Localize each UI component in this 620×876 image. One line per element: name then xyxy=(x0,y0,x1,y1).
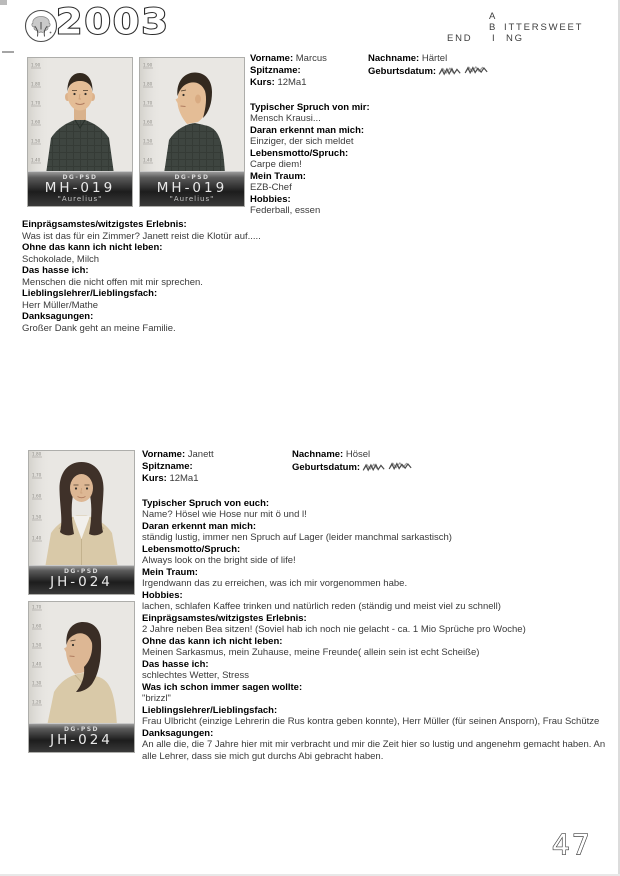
question: Das hasse ich: xyxy=(142,658,209,670)
answer: Einziger, der sich meldet xyxy=(250,136,354,147)
answer: Herr Müller/Mathe xyxy=(22,299,99,311)
field-label: Geburtsdatum: xyxy=(368,65,437,77)
svg-text:1.60: 1.60 xyxy=(32,493,42,499)
personal-info-grid xyxy=(250,53,616,89)
svg-text:1.90: 1.90 xyxy=(31,62,41,68)
agency-code: DG-PSD xyxy=(63,568,100,575)
qa-item xyxy=(250,194,616,217)
question: Typischer Spruch von euch: xyxy=(142,497,270,509)
question: Lieblingslehrer/Lieblingsfach: xyxy=(142,704,278,716)
mugshot-label-board xyxy=(29,565,134,594)
profile-marcus-wide-qa xyxy=(22,219,610,334)
field-value: Härtel xyxy=(421,53,448,64)
question: Hobbies: xyxy=(250,193,291,205)
qa-item xyxy=(22,288,610,311)
qa-item xyxy=(142,705,620,728)
svg-text:1.70: 1.70 xyxy=(143,100,153,106)
qa-item xyxy=(250,102,616,125)
question: Danksagungen: xyxy=(22,311,94,322)
svg-text:1.40: 1.40 xyxy=(143,157,153,163)
field-value: Hösel xyxy=(345,449,371,460)
question: Mein Traum: xyxy=(142,566,198,578)
scan-artifact xyxy=(0,0,7,5)
answer: Name? Hösel wie Hose nur mit ö und l! xyxy=(142,509,307,520)
qa-item xyxy=(142,613,620,636)
qa-item xyxy=(250,125,616,148)
qa-item xyxy=(142,567,620,590)
year-title: 2003 xyxy=(56,1,170,42)
field-label: Nachname: xyxy=(292,449,344,460)
svg-text:1.90: 1.90 xyxy=(143,62,153,68)
svg-text:1.50: 1.50 xyxy=(32,514,42,520)
question: Daran erkennt man mich: xyxy=(142,520,257,532)
field-label: Spitzname: xyxy=(250,64,301,76)
tagline-letter-b: B xyxy=(489,22,498,33)
field-label: Nachname: xyxy=(368,53,420,64)
answer: 2 Jahre neben Bea sitzen! (Soviel hab ich noch nie gelacht - ca. 1 Mio Sprüche pro Woche) xyxy=(142,624,526,635)
profile-janett-info xyxy=(142,449,620,762)
svg-text:1.40: 1.40 xyxy=(31,157,41,163)
qa-item xyxy=(142,521,620,544)
answer: schlechtes Wetter, Stress xyxy=(142,670,250,681)
answer: EZB-Chef xyxy=(250,182,292,193)
mugshot-label-board xyxy=(28,171,132,206)
question: Ohne das kann ich nicht leben: xyxy=(142,635,283,647)
redacted-scribble-icon xyxy=(362,461,416,472)
mugshot-marcus-front xyxy=(27,57,133,207)
field-value: 12Ma1 xyxy=(277,77,307,88)
page-number: 47 xyxy=(552,828,592,861)
question: Danksagungen: xyxy=(142,727,214,739)
svg-text:1.50: 1.50 xyxy=(32,642,42,648)
qa-item xyxy=(142,498,620,521)
tagline-ng: NG xyxy=(506,33,524,44)
question: Hobbies: xyxy=(142,589,183,601)
mugshot-marcus-side xyxy=(139,57,245,207)
answer: ständig lustig, immer nen Spruch auf Lager (leider manchmal sarkastisch) xyxy=(142,532,452,543)
personal-info-grid xyxy=(142,449,620,485)
svg-text:1.50: 1.50 xyxy=(31,138,41,144)
answer: Mensch Krausi... xyxy=(250,113,321,124)
nickname: "Aurelius" xyxy=(169,195,215,203)
profile-marcus-info xyxy=(250,53,616,217)
answer: Was ist das für ein Zimmer? Janett reist die Klotür auf..... xyxy=(22,230,261,242)
qa-item xyxy=(142,544,620,567)
qa-item xyxy=(22,265,610,288)
answer: Always look on the bright side of life! xyxy=(142,555,296,566)
answer: Federball, essen xyxy=(250,205,321,216)
svg-text:1.70: 1.70 xyxy=(32,604,42,610)
svg-text:1.40: 1.40 xyxy=(32,661,42,667)
qa-item xyxy=(142,682,620,705)
mugshot-marcus-front-figure xyxy=(28,58,132,174)
tagline-end: END xyxy=(447,33,473,44)
question: Mein Traum: xyxy=(250,170,306,182)
field-label: Spitzname: xyxy=(142,460,193,472)
svg-text:1.60: 1.60 xyxy=(32,623,42,629)
field-value: Marcus xyxy=(295,53,327,64)
answer: An alle die, die 7 Jahre hier mit mir verbracht und mir die Zeit hier so lustig und angenehm gemacht haben. An alle Lehrer, dass sie mich gut durchs Abi gebracht haben. xyxy=(142,739,606,762)
tagline-bittersweet: ITTERSWEET xyxy=(504,22,584,33)
svg-text:1.20: 1.20 xyxy=(32,699,42,705)
qa-list xyxy=(250,102,616,217)
nickname: "Aurelius" xyxy=(57,195,103,203)
question: Typischer Spruch von mir: xyxy=(250,101,370,113)
qa-item xyxy=(250,148,616,171)
qa-item xyxy=(142,659,620,682)
field-label: Geburtsdatum: xyxy=(292,461,361,473)
svg-text:1.70: 1.70 xyxy=(32,472,42,478)
question: Lebensmotto/Spruch: xyxy=(142,543,241,555)
svg-text:1.30: 1.30 xyxy=(32,680,42,686)
question: Was ich schon immer sagen wollte: xyxy=(142,681,303,693)
mugshot-janett-front-figure xyxy=(29,451,134,568)
answer: Schokolade, Milch xyxy=(22,253,100,265)
svg-text:1.50: 1.50 xyxy=(143,138,153,144)
question: Einprägsamstes/witzigstes Erlebnis: xyxy=(22,219,187,230)
field-label: Vorname: xyxy=(142,449,186,460)
question: Einprägsamstes/witzigstes Erlebnis: xyxy=(142,612,307,624)
prisoner-code: MH-019 xyxy=(44,180,116,196)
answer: Frau Ulbricht (einzige Lehrerin die Rus kontra geben konnte), Herr Müller (für seinen Ansporn), Frau Schütze xyxy=(142,716,600,727)
question: Lieblingslehrer/Lieblingsfach: xyxy=(22,288,158,299)
mugshot-marcus-side-figure xyxy=(140,58,244,174)
qa-item xyxy=(142,728,620,763)
svg-text:1.80: 1.80 xyxy=(143,81,153,87)
qa-item xyxy=(22,219,610,242)
qa-item xyxy=(22,311,610,334)
qa-item xyxy=(142,636,620,659)
scan-artifact xyxy=(2,51,14,53)
tagline-letter-i: I xyxy=(492,33,497,44)
svg-text:1.80: 1.80 xyxy=(32,451,42,457)
answer: lachen, schlafen Kaffee trinken und natürlich reden (ständig und meist viel zu schnell) xyxy=(142,601,501,612)
question: Ohne das kann ich nicht leben: xyxy=(22,242,163,253)
field-label: Kurs: xyxy=(250,77,275,88)
svg-text:1.80: 1.80 xyxy=(31,81,41,87)
qa-item xyxy=(142,590,620,613)
answer: Großer Dank geht an meine Familie. xyxy=(22,322,176,334)
field-label: Vorname: xyxy=(250,53,294,64)
prisoner-code: JH-024 xyxy=(50,732,113,748)
answer: "brizzl" xyxy=(142,693,171,704)
qa-item xyxy=(22,242,610,265)
field-label: Kurs: xyxy=(142,473,167,484)
tagline-letter-a: A xyxy=(489,11,498,22)
question: Das hasse ich: xyxy=(22,265,89,276)
svg-text:1.60: 1.60 xyxy=(31,119,41,125)
answer: Irgendwann das zu erreichen, was ich mir vorgenommen habe. xyxy=(142,578,408,589)
prisoner-code: JH-024 xyxy=(50,574,113,590)
qa-list xyxy=(142,498,620,763)
svg-text:1.70: 1.70 xyxy=(31,100,41,106)
field-value: Janett xyxy=(187,449,214,460)
mugshot-janett-front xyxy=(28,450,135,595)
prisoner-code: MH-019 xyxy=(156,180,228,196)
answer: Menschen die nicht offen mit mir sprechen. xyxy=(22,276,203,288)
svg-text:1.60: 1.60 xyxy=(143,119,153,125)
answer: Carpe diem! xyxy=(250,159,302,170)
mugshot-janett-side-figure xyxy=(29,602,134,726)
mugshot-janett-side xyxy=(28,601,135,753)
mugshot-label-board xyxy=(29,723,134,752)
answer: Meinen Sarkasmus, mein Zuhause, meine Freunde( allein sein ist echt Scheiße) xyxy=(142,647,480,658)
tree-logo-icon xyxy=(23,8,59,44)
svg-text:1.40: 1.40 xyxy=(32,535,42,541)
mugshot-label-board xyxy=(140,171,244,206)
agency-code: DG-PSD xyxy=(62,174,98,181)
question: Lebensmotto/Spruch: xyxy=(250,147,349,159)
question: Daran erkennt man mich: xyxy=(250,124,365,136)
field-value: 12Ma1 xyxy=(169,473,199,484)
agency-code: DG-PSD xyxy=(174,174,210,181)
agency-code: DG-PSD xyxy=(63,726,100,733)
redacted-scribble-icon xyxy=(438,65,492,76)
qa-item xyxy=(250,171,616,194)
